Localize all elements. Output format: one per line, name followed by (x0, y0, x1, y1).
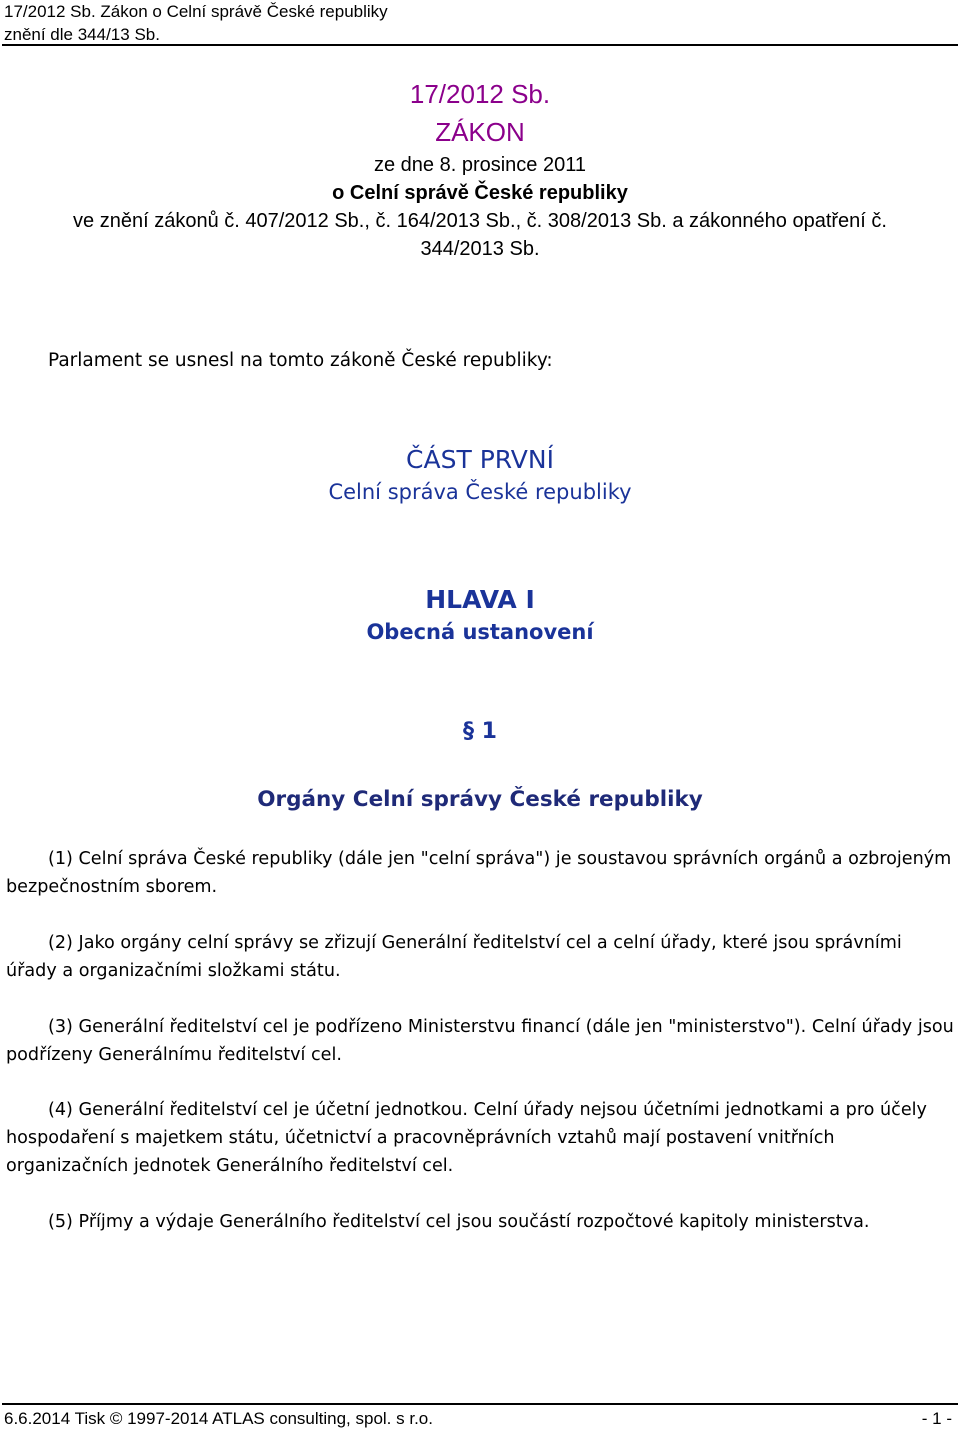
law-number: 17/2012 Sb. (409, 79, 551, 109)
paragraph-5 (6, 1208, 958, 1236)
law-amendments-line2: 344/2013 Sb. (420, 238, 540, 260)
enactment-clause: Parlament se usnesl na tomto zákoně České republiky: (48, 350, 553, 371)
header-divider (2, 44, 958, 46)
head-title: HLAVA I (425, 585, 535, 614)
paragraph-1 (6, 845, 958, 901)
paragraph-3 (6, 1013, 958, 1069)
part-name: Celní správa České republiky (328, 480, 632, 504)
law-amendments-line1: ve znění zákonů č. 407/2012 Sb., č. 164/2013 Sb., č. 308/2013 Sb. a zákonného opatření č. (73, 210, 887, 232)
section-title: Orgány Celní správy České republiky (257, 787, 703, 812)
head-name: Obecná ustanovení (366, 620, 594, 644)
law-date: ze dne 8. prosince 2011 (373, 154, 586, 176)
paragraph-2 (6, 929, 958, 985)
paragraph-text: (5) Příjmy a výdaje Generálního ředitelství cel jsou součástí rozpočtové kapitoly ministerstva. (48, 1212, 870, 1232)
page-footer (4, 1408, 952, 1430)
paragraph-text: (1) Celní správa České republiky (dále jen "celní správa") je soustavou správních orgánů a ozbrojeným bezpečnostním sborem. (6, 849, 952, 897)
law-subject: o Celní správě České republiky (332, 182, 628, 204)
part-title: ČÁST PRVNÍ (406, 445, 554, 474)
footer-divider (2, 1403, 958, 1405)
footer-print-info: 6.6.2014 Tisk © 1997-2014 ATLAS consulting, spol. s r.o. (4, 1409, 433, 1428)
law-type: ZÁKON (435, 117, 525, 147)
paragraph-4 (6, 1096, 958, 1180)
page-header (4, 0, 388, 46)
header-version: znění dle 344/13 Sb. (4, 25, 160, 44)
paragraph-text: (2) Jako orgány celní správy se zřizují Generální ředitelství cel a celní úřady, které jsou správními úřady a organizačními složkami státu. (6, 933, 902, 981)
page-number: - 1 - (921, 1409, 952, 1428)
paragraph-text: (3) Generální ředitelství cel je podřízeno Ministerstvu financí (dále jen "ministerstvo"). Celní úřady jsou podřízeny Generálnímu ředitelství cel. (6, 1017, 954, 1065)
header-title: 17/2012 Sb. Zákon o Celní správě České republiky (4, 2, 388, 21)
section-number: § 1 (463, 719, 497, 744)
paragraph-text: (4) Generální ředitelství cel je účetní jednotkou. Celní úřady nejsou účetními jednotkami a pro účely hospodaření s majetkem státu, účetnictví a pracovněprávních vztahů mají postavení vnitřních organizačních jednotek Generálního ředitelství cel. (6, 1100, 927, 1176)
